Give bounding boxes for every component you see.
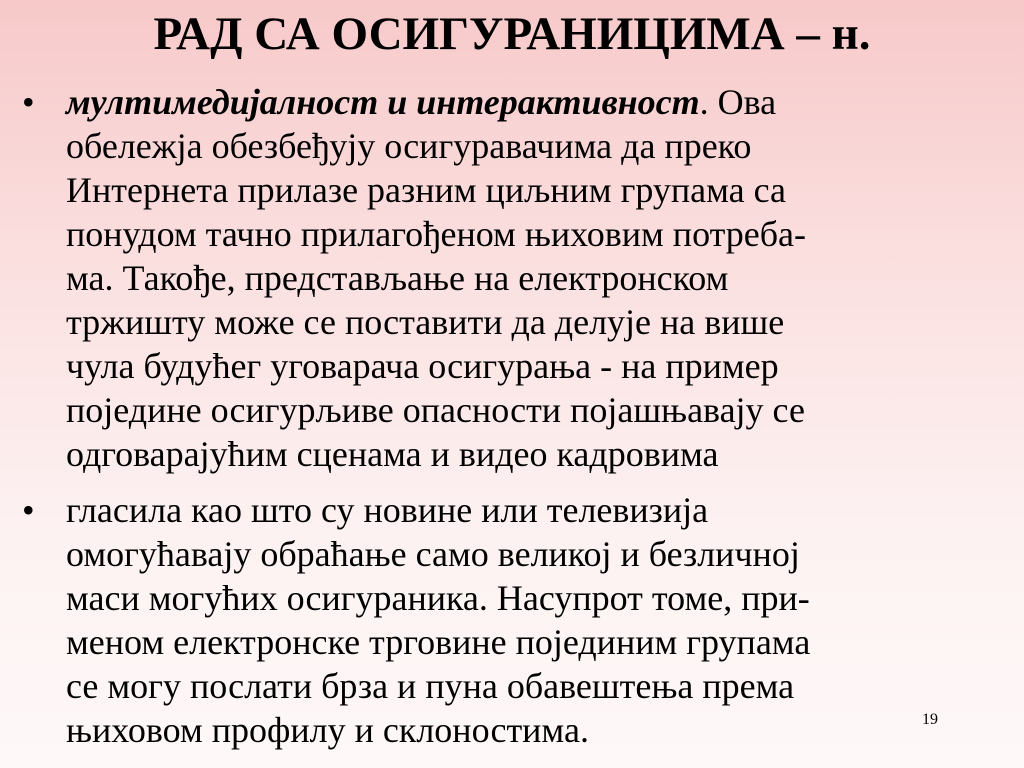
bullet-marker-icon: • (22, 490, 35, 530)
bullet-item-multimedia (22, 80, 1012, 476)
slide-title: РАД СА ОСИГУРАНИЦИМА – н. (153, 8, 871, 60)
bullet-text-line: одговарајућим сценама и видео кадровима (66, 434, 719, 474)
bullet-item-media (22, 488, 1012, 752)
bullet-list (22, 80, 1012, 764)
bullet-text-line: њиховом профилу и склоностима. (66, 710, 589, 750)
bullet-text-line (66, 80, 1012, 124)
bullet-text-line: се могу послати брза и пуна обавештења према (66, 666, 795, 706)
bullet-lead-term: мултимедијалност и интерактивност (66, 82, 700, 122)
page-number: 19 (922, 711, 938, 728)
bullet-text-line: понудом тачно прилагођеном њиховим потреба- (66, 214, 807, 254)
bullet-text-line: обележја обезбеђују осигуравачима да преко (66, 126, 752, 166)
bullet-lead-continuation: . Ова (699, 82, 777, 122)
bullet-text-line: Интернета прилазе разним циљним групама са (66, 170, 787, 210)
bullet-text-line: тржишту може се поставити да делује на више (66, 302, 785, 342)
bullet-text-line: поједине осигурљиве опасности појашњавају се (66, 390, 805, 430)
bullet-text-line: меном електронске трговине појединим групама (66, 622, 811, 662)
bullet-marker-icon: • (22, 82, 35, 122)
bullet-text-line: омогућавају обраћање само великој и безличној (66, 534, 800, 574)
bullet-text-line: ма. Такође, представљање на електронском (66, 258, 729, 298)
bullet-text-line: чула будућег уговарача осигурања - на пример (66, 346, 779, 386)
bullet-text-line: маси могућих осигураника. Насупрот томе, при- (66, 578, 810, 618)
bullet-text-line: гласила као што су новине или телевизија (66, 490, 709, 530)
